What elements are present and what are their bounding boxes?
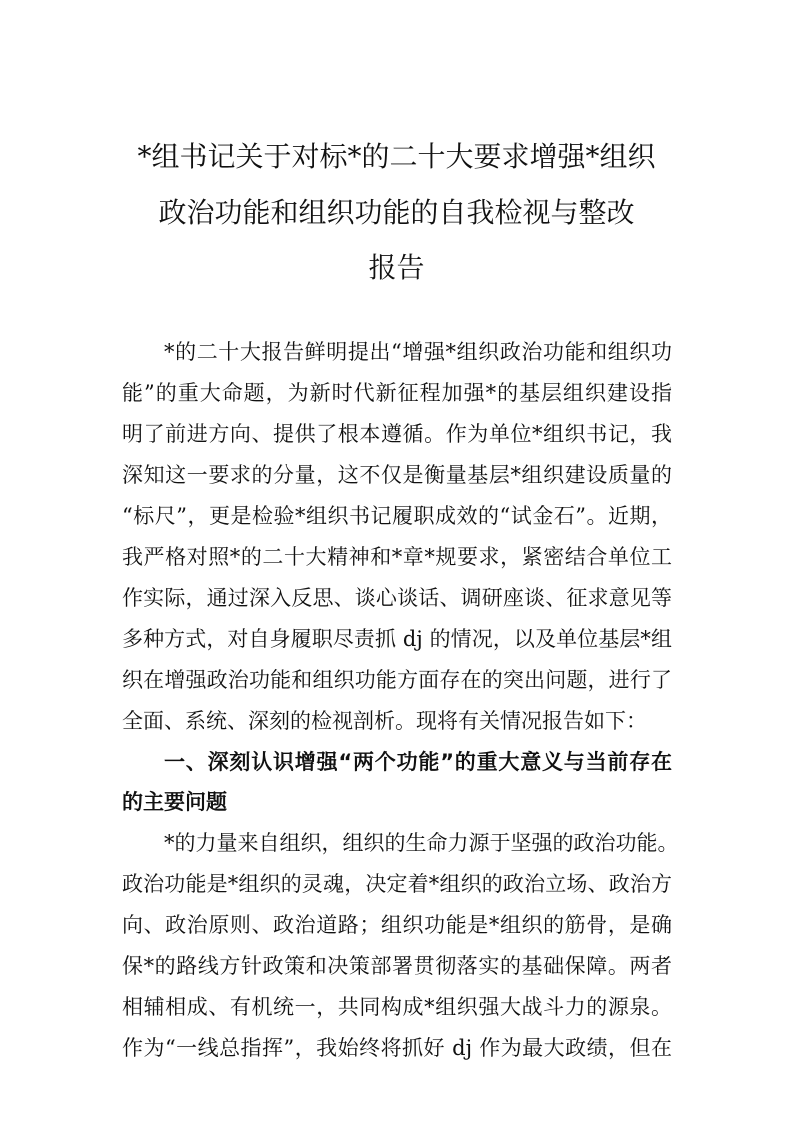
text-line: 保*的路线方针政策和决策部署贯彻落实的基础保障。两者 (122, 954, 672, 978)
text-line: 深知这一要求的分量，这不仅是衡量基层*组织建设质量的 (122, 463, 672, 487)
text-line: “标尺”，更是检验*组织书记履职成效的“试金石”。近期， (122, 504, 672, 528)
text-line: 我严格对照*的二十大精神和*章*规要求，紧密结合单位工 (122, 545, 672, 569)
text-line: 政治功能是*组织的灵魂，决定着*组织的政治立场、政治方 (122, 872, 672, 896)
heading-line: 一、深刻认识增强“两个功能”的重大意义与当前存在 (164, 750, 672, 774)
text-line: *的二十大报告鲜明提出“增强*组织政治功能和组织功 (164, 340, 672, 364)
text-line: 能”的重大命题，为新时代新征程加强*的基层组织建设指 (122, 381, 672, 405)
heading-line: 的主要问题 (122, 790, 227, 814)
title-line: 政治功能和组织功能的自我检视与整改 (158, 196, 635, 229)
text-line: 向、政治原则、政治道路；组织功能是*组织的筋骨，是确 (122, 913, 672, 937)
text-line: 全面、系统、深刻的检视剖析。现将有关情况报告如下： (122, 709, 647, 733)
text-line: 织在增强政治功能和组织功能方面存在的突出问题，进行了 (122, 668, 672, 692)
title-line: 报告 (368, 251, 425, 284)
text-line: 明了前进方向、提供了根本遵循。作为单位*组织书记，我 (122, 422, 672, 446)
text-line: 作实际，通过深入反思、谈心谈话、调研座谈、征求意见等 (122, 586, 672, 610)
text-line: *的力量来自组织，组织的生命力源于坚强的政治功能。 (164, 831, 679, 855)
text-line: 多种方式，对自身履职尽责抓 dj 的情况，以及单位基层*组 (122, 627, 672, 651)
text-line: 作为“一线总指挥”，我始终将抓好 dj 作为最大政绩，但在 (122, 1036, 672, 1060)
title-line: *组书记关于对标*的二十大要求增强*组织 (137, 140, 656, 173)
text-line: 相辅相成、有机统一，共同构成*组织强大战斗力的源泉。 (122, 995, 672, 1019)
